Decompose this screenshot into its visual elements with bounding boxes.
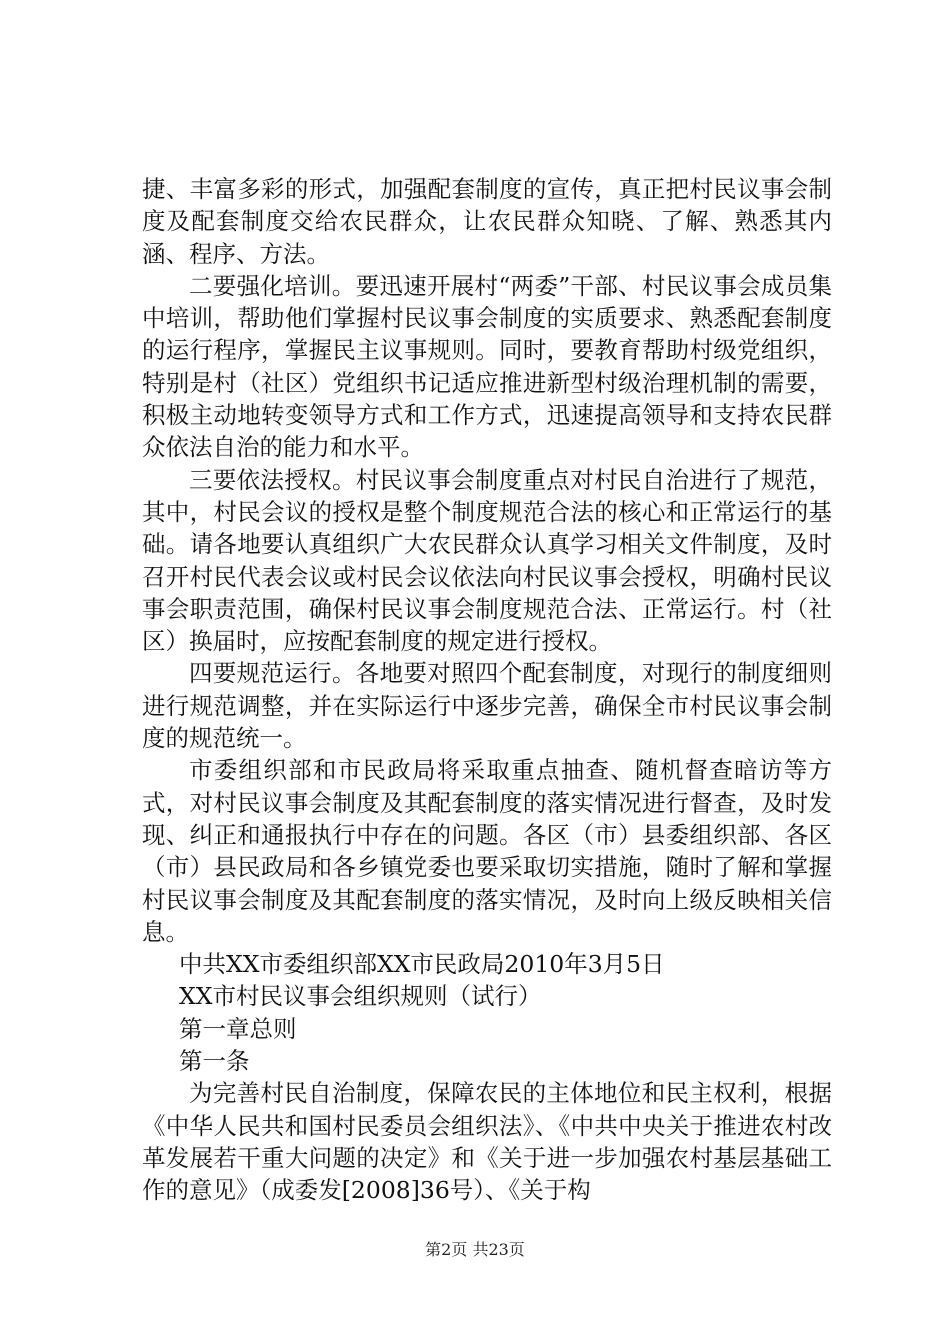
paragraph-supervision: 市委组织部和市民政局将采取重点抽查、随机督查暗访等方式，对村民议事会制度及其配套制度的落实情况进行督查，及时发现、纠正和通报执行中存在的问题。各区（市）县委组织部、各区（市）县民政局和各乡镇党委也要采取切实措施，随时了解和掌握村民议事会制度及其配套制度的落实情况，及时向上级反映相关信息。 [142, 756, 832, 946]
paragraph-authorization: 三要依法授权。村民议事会制度重点对村民自治进行了规范，其中，村民会议的授权是整个制度规范合法的核心和正常运行的基础。请各地要认真组织广大农民群众认真学习相关文件制度，及时召开村民代表会议或村民会议依法向村民议事会授权，明确村民议事会职责范围，确保村民议事会制度规范合法、正常运行。村（社区）换届时，应按配套制度的规定进行授权。 [142, 465, 832, 656]
signature-line: 中共XX市委组织部XX市民政局2010年3月5日 [179, 950, 665, 979]
document-body [142, 173, 832, 1207]
rules-title: XX市村民议事会组织规则（试行） [179, 982, 542, 1011]
article-title: 第一条 [179, 1047, 250, 1076]
article-text: 为完善村民自治制度，保障农民的主体地位和民主权利，根据《中华人民共和国村民委员会组织法》、《中共中央关于推进农村改革发展若干重大问题的决定》和《关于进一步加强农村基层基础工作的意见》（成委发[2008]36号）、《关于构 [142, 1079, 832, 1205]
chapter-title: 第一章总则 [179, 1014, 297, 1043]
page-number: 第2页 共23页 [425, 1240, 525, 1259]
paragraph-operation: 四要规范运行。各地要对照四个配套制度，对现行的制度细则进行规范调整，并在实际运行中逐步完善，确保全市村民议事会制度的规范统一。 [142, 659, 832, 753]
paragraph-training: 二要强化培训。要迅速开展村“两委”干部、村民议事会成员集中培训，帮助他们掌握村民议事会制度的实质要求、熟悉配套制度的运行程序，掌握民主议事规则。同时，要教育帮助村级党组织，特别是村（社区）党组织书记适应推进新型村级治理机制的需要，积极主动地转变领导方式和工作方式，迅速提高领导和支持农民群众依法自治的能力和水平。 [142, 271, 832, 462]
paragraph-publicity: 捷、丰富多彩的形式，加强配套制度的宣传，真正把村民议事会制度及配套制度交给农民群众，让农民群众知晓、了解、熟悉其内涵、程序、方法。 [142, 175, 832, 268]
